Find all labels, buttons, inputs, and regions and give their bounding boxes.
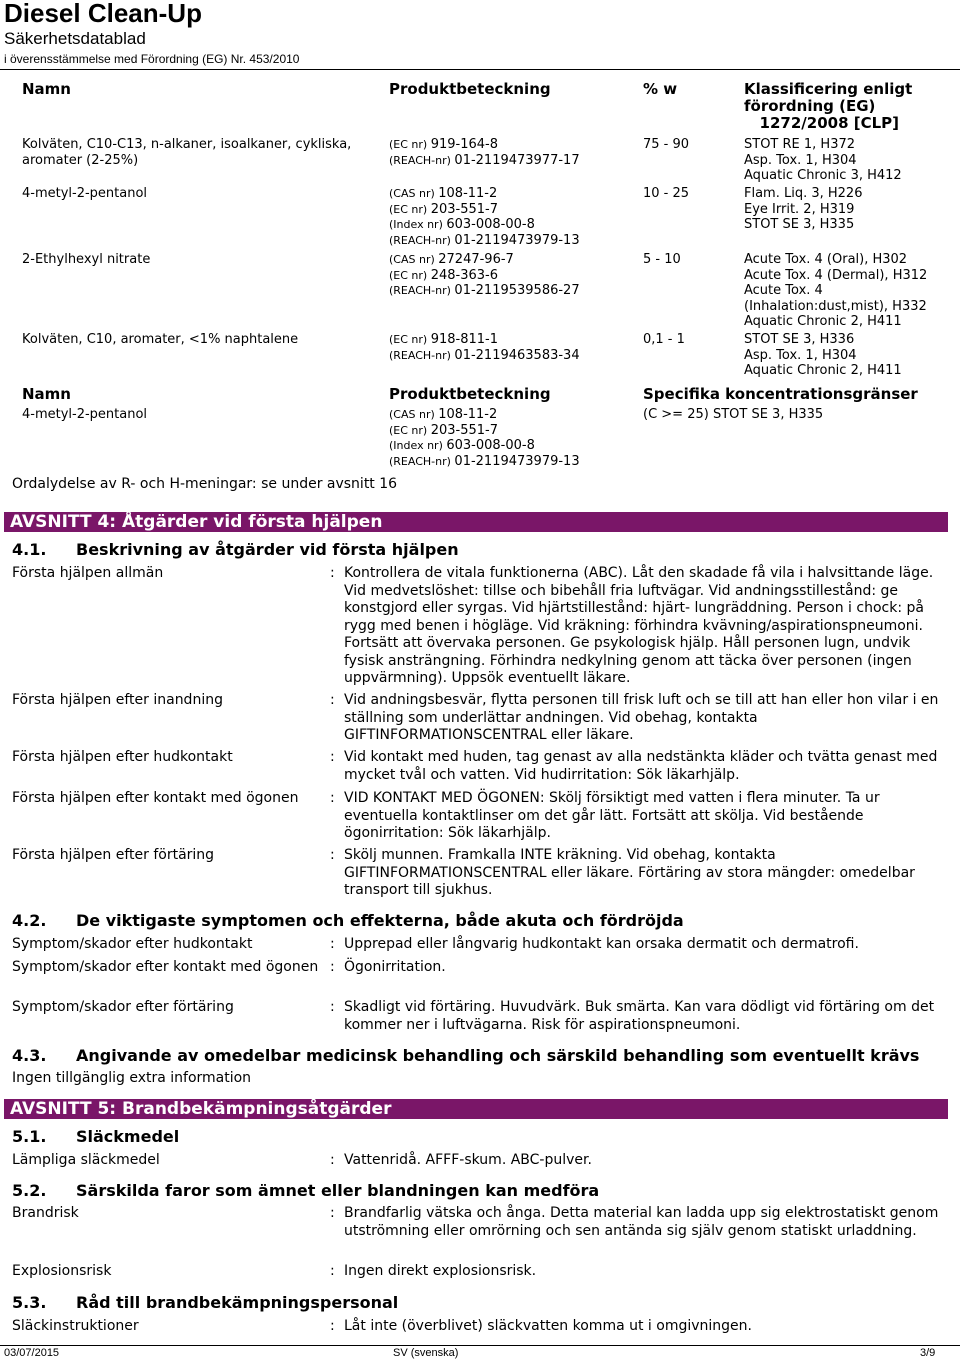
colon: : (330, 1205, 335, 1221)
component-identifier (389, 217, 535, 233)
component-classification: Acute Tox. 4 (Oral), H302 (744, 252, 908, 267)
first-aid-label: Första hjälpen efter inandning (12, 692, 223, 708)
component-classification: Asp. Tox. 1, H304 (744, 347, 857, 363)
colon: : (330, 1263, 335, 1279)
table1-head-class-3: 1272/2008 [CLP] (759, 114, 899, 132)
first-aid-value: Skölj munnen. Framkalla INTE kräkning. Vid obehag, kontakta GIFTINFORMATIONSCENTRAL eller läkare. Förtäring av stora mängder: omedelbar transport till sjukhus. (344, 847, 915, 898)
component-classification: Eye Irrit. 2, H319 (744, 201, 855, 217)
colon: : (330, 1152, 335, 1168)
identifier-value: 919-164-8 (430, 137, 498, 152)
hazard-label: Brandrisk (12, 1205, 79, 1221)
component-classification: STOT SE 3, H336 (744, 332, 855, 347)
colon: : (330, 565, 335, 581)
component-identifier (389, 283, 580, 299)
identifier-type: (CAS nr) (389, 187, 439, 200)
table2-identifier (389, 438, 535, 454)
table1-head-pct: % w (643, 80, 678, 98)
symptom-label: Symptom/skador efter hudkontakt (12, 936, 253, 952)
colon: : (330, 790, 335, 806)
symptom-value: Skadligt vid förtäring. Huvudvärk. Buk smärta. Kan vara dödligt vid förtäring om det kommer ner i luftvägarna. Risk för aspirationspneumoni. (344, 999, 935, 1033)
hazard-label: Explosionsrisk (12, 1263, 112, 1279)
subsection-5-1-number: 5.1. (12, 1127, 47, 1146)
identifier-type: (REACH-nr) (389, 233, 455, 247)
firefighting-value: Låt inte (överblivet) släckvatten komma ut i omgivningen. (344, 1318, 752, 1334)
identifier-type: (EC nr) (389, 423, 431, 437)
colon: : (330, 1318, 335, 1334)
component-identifier (389, 137, 498, 153)
subsection-5-1 (12, 1127, 179, 1146)
symptom-label: Symptom/skador efter förtäring (12, 999, 234, 1015)
symptom-value: Ögonirritation. (344, 959, 446, 975)
identifier-value: 603-008-00-8 (446, 217, 535, 232)
identifier-value: 203-551-7 (430, 422, 498, 438)
section4-heading: AVSNITT 4: Åtgärder vid första hjälpen (4, 512, 948, 532)
table2-row-name: 4-metyl-2-pentanol (22, 407, 148, 422)
table2-identifier (389, 454, 580, 470)
component-name: aromater (2-25%) (22, 152, 139, 168)
identifier-value: 603-008-00-8 (446, 438, 535, 453)
extinguishing-label: Lämpliga släckmedel (12, 1152, 160, 1168)
hazard-value: Ingen direkt explosionsrisk. (344, 1263, 537, 1279)
table1-head-product: Produktbeteckning (389, 80, 551, 98)
subsection-4-1-title: Beskrivning av åtgärder vid första hjälpen (76, 540, 459, 559)
subsection-4-1-number: 4.1. (12, 540, 47, 559)
subsection-4-2-number: 4.2. (12, 911, 47, 930)
component-percent: 5 - 10 (643, 252, 681, 267)
first-aid-value: Vid andningsbesvär, flytta personen till frisk luft och se till att han eller hon vilar i en ställning som underlättar andningen. Vid obehag, kontakta GIFTINFORMATIONSCENTRAL eller läkare. (344, 692, 939, 743)
subsection-4-3 (12, 1046, 919, 1065)
table1-head-class-2: förordning (EG) (744, 97, 876, 115)
symptom-value: Upprepad eller långvarig hudkontakt kan orsaka dermatit och dermatrofi. (344, 936, 859, 952)
regulation-text: i överensstämmelse med Förordning (EG) Nr. 453/2010 (4, 52, 300, 66)
subsection-5-2-title: Särskilda faror som ämnet eller blandningen kan medföra (76, 1181, 600, 1200)
table2-identifier (389, 423, 498, 439)
colon: : (330, 959, 335, 975)
identifier-type: (CAS nr) (389, 408, 439, 421)
header-rule (0, 69, 960, 70)
colon: : (330, 847, 335, 863)
component-percent: 10 - 25 (643, 186, 690, 201)
firefighting-label: Släckinstruktioner (12, 1318, 139, 1334)
identifier-value: 203-551-7 (430, 201, 498, 217)
document-title: Diesel Clean-Up (4, 0, 202, 28)
identifier-type: (Index nr) (389, 218, 447, 231)
first-aid-value: Kontrollera de vitala funktionerna (ABC). Låt den skadade få vila i halvsittande läge. Vid medvetslöshet: tillse och bibehåll fria luftvägar. Vid andningsstillestånd: ge konstgjord eller syrgas. Vid hjärtstillestånd: hjärt- lungräddning. Person i chock: på rygg med benen i höglägе. Vid kräkning: förhindra kvävning/aspirationspneumoni. Fortsätt att övervaka personen. Ge psykologisk hjälp. Håll personen lugn, undvik fysisk ansträngning. Förhindra nedkylning genom att täcka över personen (ingen uppvärmning). Uppsök eventuellt läkare. (344, 565, 934, 686)
component-name: Kolväten, C10, aromater, <1% naphtalene (22, 332, 299, 347)
component-name: 4-metyl-2-pentanol (22, 186, 148, 201)
table2-head-product: Produktbeteckning (389, 385, 551, 403)
footer-page: 3/9 (920, 1347, 936, 1359)
table2-identifier (389, 407, 497, 423)
component-classification: Aquatic Chronic 2, H411 (744, 363, 902, 378)
component-identifier (389, 252, 514, 268)
subsection-4-2 (12, 911, 684, 930)
component-classification: (Inhalation:dust,mist), H332 (744, 298, 927, 314)
subsection-4-2-title: De viktigaste symptomen och effekterna, både akuta och fördröjda (76, 911, 684, 930)
table2-head-name: Namn (22, 385, 71, 403)
subsection-5-3-title: Råd till brandbekämpningspersonal (76, 1293, 399, 1312)
subsection-5-3 (12, 1293, 398, 1312)
first-aid-label: Första hjälpen allmän (12, 565, 164, 581)
component-name: Kolväten, C10-C13, n-alkaner, isoalkaner, cykliska, (22, 137, 352, 152)
identifier-value: 01-2119473977-17 (454, 152, 580, 168)
component-classification: Aquatic Chronic 2, H411 (744, 314, 902, 329)
first-aid-label: Första hjälpen efter förtäring (12, 847, 215, 863)
identifier-value: 01-2119539586-27 (454, 283, 580, 298)
component-classification: Flam. Liq. 3, H226 (744, 186, 863, 201)
component-classification: Acute Tox. 4 (Dermal), H312 (744, 267, 928, 283)
component-percent: 0,1 - 1 (643, 332, 685, 347)
component-classification: STOT SE 3, H335 (744, 217, 855, 232)
component-identifier (389, 268, 498, 284)
colon: : (330, 999, 335, 1015)
subsection-4-1 (12, 540, 459, 559)
colon: : (330, 749, 335, 765)
identifier-value: 01-2119473979-13 (454, 232, 580, 248)
subsection-5-3-number: 5.3. (12, 1293, 47, 1312)
component-identifier (389, 202, 498, 218)
colon: : (330, 936, 335, 952)
component-classification: Asp. Tox. 1, H304 (744, 152, 857, 168)
identifier-type: (REACH-nr) (389, 348, 455, 362)
component-name: 2-Ethylhexyl nitrate (22, 252, 151, 267)
identifier-type: (EC nr) (389, 333, 431, 346)
identifier-type: (REACH-nr) (389, 284, 455, 297)
document-subtitle: Säkerhetsdatablad (4, 29, 146, 48)
footer-date: 03/07/2015 (4, 1347, 60, 1359)
subsection-5-1-title: Släckmedel (76, 1127, 180, 1146)
component-percent: 75 - 90 (643, 137, 690, 152)
extinguishing-value: Vattenridå. AFFF-skum. ABC-pulver. (344, 1152, 592, 1168)
subsection-5-2 (12, 1181, 599, 1200)
table2-row-limit: (C >= 25) STOT SE 3, H335 (643, 407, 824, 422)
table2-head-limits: Specifika koncentrationsgränser (643, 385, 918, 403)
colon: : (330, 692, 335, 708)
identifier-value: 01-2119473979-13 (454, 453, 580, 469)
footer-language: SV (svenska) (393, 1347, 459, 1359)
component-identifier (389, 332, 498, 348)
first-aid-label: Första hjälpen efter kontakt med ögonen (12, 790, 299, 806)
subsection-4-3-text: Ingen tillgänglig extra information (12, 1070, 252, 1086)
identifier-type: (Index nr) (389, 439, 447, 452)
identifier-value: 108-11-2 (438, 186, 498, 201)
first-aid-value: Vid kontakt med huden, tag genast av alla nedstänkta kläder och tvätta genast med mycket tvål och vatten. Vid hudirritation: Sök läkarhjälp. (344, 749, 938, 783)
component-identifier (389, 186, 497, 202)
ordalydelse-note: Ordalydelse av R- och H-meningar: se under avsnitt 16 (12, 476, 398, 492)
identifier-value: 248-363-6 (430, 267, 498, 283)
identifier-value: 27247-96-7 (438, 252, 514, 267)
first-aid-value: VID KONTAKT MED ÖGONEN: Skölj försiktigt med vatten i flera minuter. Ta ur eventuella kontaktlinser om det går lätt. Fortsätt att skölja. Vid bestående ögonirritation: Sök läkarhjälp. (344, 790, 880, 841)
component-identifier (389, 153, 580, 169)
identifier-type: (EC nr) (389, 268, 431, 282)
symptom-label: Symptom/skador efter kontakt med ögonen (12, 959, 319, 975)
component-classification: STOT RE 1, H372 (744, 137, 856, 152)
subsection-5-2-number: 5.2. (12, 1181, 47, 1200)
component-classification: Acute Tox. 4 (744, 283, 823, 298)
identifier-type: (CAS nr) (389, 253, 439, 266)
identifier-type: (EC nr) (389, 138, 431, 151)
subsection-4-3-number: 4.3. (12, 1046, 47, 1065)
identifier-value: 108-11-2 (438, 407, 498, 422)
component-classification: Aquatic Chronic 3, H412 (744, 168, 902, 183)
identifier-type: (REACH-nr) (389, 153, 455, 167)
table1-head-class-1: Klassificering enligt (744, 80, 913, 98)
first-aid-label: Första hjälpen efter hudkontakt (12, 749, 233, 765)
subsection-4-3-title: Angivande av omedelbar medicinsk behandling och särskild behandling som eventuellt krävs (76, 1046, 920, 1065)
footer-rule (0, 1345, 960, 1346)
section5-heading: AVSNITT 5: Brandbekämpningsåtgärder (4, 1099, 948, 1119)
identifier-type: (EC nr) (389, 202, 431, 216)
identifier-type: (REACH-nr) (389, 454, 455, 468)
hazard-value: Brandfarlig vätska och ånga. Detta material kan ladda upp sig elektrostatiskt genom utströmning eller omrörning och sen antända sig själv genom statiskt urladdning. (344, 1205, 939, 1239)
identifier-value: 918-811-1 (430, 332, 498, 347)
component-identifier (389, 348, 580, 364)
component-identifier (389, 233, 580, 249)
table1-head-name: Namn (22, 80, 71, 98)
identifier-value: 01-2119463583-34 (454, 347, 580, 363)
